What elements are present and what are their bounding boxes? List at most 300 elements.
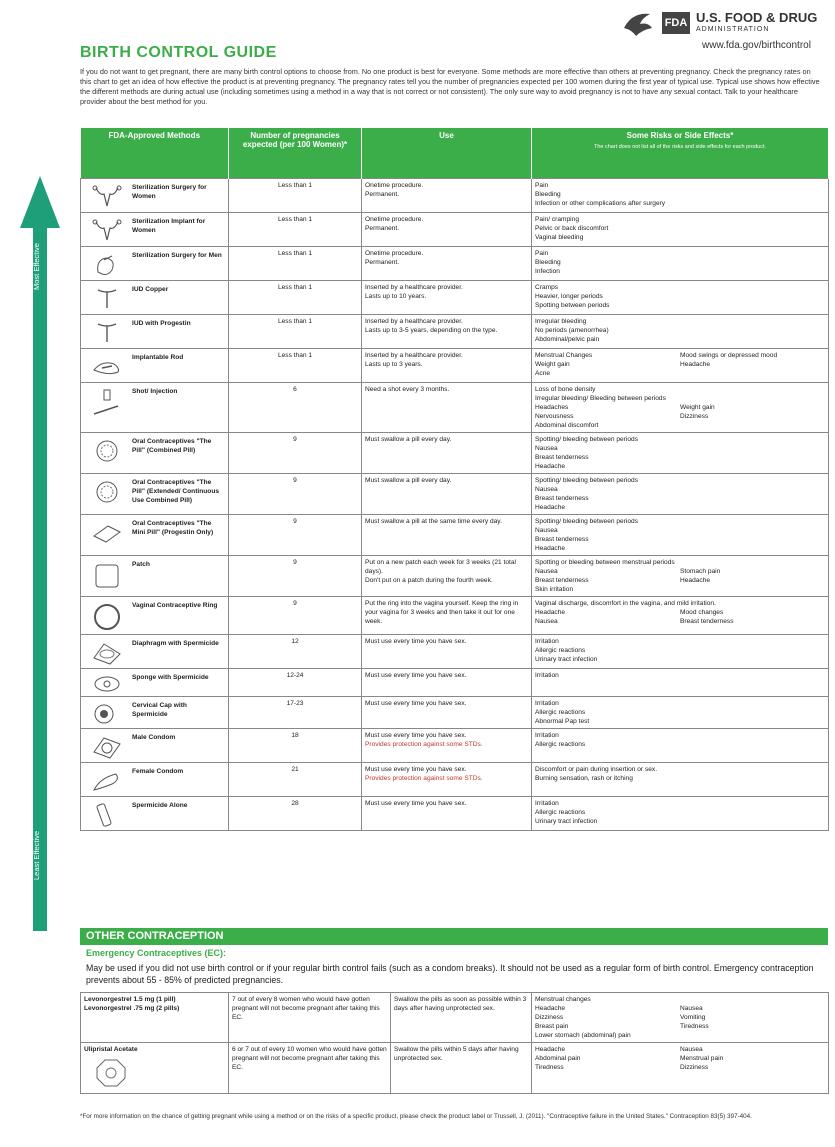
risk-item: Loss of bone density [535,385,596,393]
risks-cell [532,382,829,432]
use-line: Inserted by a healthcare provider. [365,283,463,291]
risk-item: Pelvic or back discomfort [535,224,609,232]
risks-cell [532,634,829,668]
risk-item: Breast tenderness [535,453,589,461]
risk-item: Headaches [535,403,569,411]
risk-item: Spotting between periods [535,301,610,309]
risk-pair [535,351,825,360]
risk-item: No periods (amenorrhea) [535,326,609,334]
risk-item: Breast tenderness [535,576,589,584]
syringe-icon [84,385,130,418]
risk-item: Breast tenderness [535,494,589,502]
method-name: Sponge with Spermicide [132,673,209,681]
pregnancy-rate: 6 [229,382,362,432]
risks-cell [532,514,829,555]
ec-use: Swallow the pills as soon as possible within 3 days after having unprotected sex. [391,993,532,1043]
use-cell [362,314,532,348]
risk-item: Spotting or bleeding between menstrual periods [535,558,675,566]
method-name: Shot/ Injection [132,387,178,395]
method-name: Spermicide Alone [132,801,188,809]
use-cell [362,348,532,382]
method-cell [81,473,229,514]
pill-box-icon [84,517,130,546]
sti-protection-note: Provides protection against some STDs. [365,774,483,782]
use-line: Must use every time you have sex. [365,765,467,773]
use-line: Inserted by a healthcare provider. [365,351,463,359]
pregnancy-rate: 9 [229,596,362,634]
intro-text: If you do not want to get pregnant, there are many birth control options to choose from. No one product is best for everyone. Some methods are more effective than others at preventing pregnancy. Check the pregnancy rates on this chart to get an idea of how effective the product is at preventing pregnancy. The pregnancy rates tell you the number of pregnancies expected per 100 women during the first year of typical use. Typical use shows how effective the different methods are during actual use (including sometimes using a method in a way that is not correct or not consistent). The only sure way to avoid pregnancy is not to have any sexual contact. Talk to your healthcare provider about the best method for you. [80,67,820,106]
use-cell [362,212,532,246]
iud-icon [84,283,130,312]
risk-item: Mood swings or depressed mood [680,351,778,359]
pregnancy-rate: Less than 1 [229,178,362,212]
method-wrap [84,385,225,418]
risk-item: Tiredness [535,1064,564,1071]
risk-item: Heavier, longer periods [535,292,603,300]
method-cell [81,348,229,382]
risk-item: Nervousness [535,412,574,420]
use-line: Permanent. [365,224,400,232]
risk-item: Burning sensation, rash or itching [535,774,633,782]
uterus-icon [84,215,130,244]
method-name: Oral Contraceptives "The Pill" (Combined Pill) [132,437,212,454]
ec-method-cell [81,1043,229,1094]
risk-pair [535,567,825,576]
risk-item: Menstrual changes [535,996,591,1003]
use-line: Must use every time you have sex. [365,699,467,707]
least-effective-label: Least Effective [32,830,41,880]
agency-name: U.S. FOOD & DRUG [696,10,818,25]
patch-icon [84,558,130,591]
risks-cell [532,348,829,382]
risk-item: Nausea [535,617,558,625]
use-cell [362,796,532,830]
risk-item: Irritation [535,671,559,679]
risk-item: Headache [535,1005,566,1012]
pregnancy-rate: Less than 1 [229,212,362,246]
use-line: Must swallow a pill at the same time every day. [365,517,502,525]
method-cell [81,728,229,762]
ec-risks-cell [532,1043,829,1094]
header-pregnancies: Number of pregnancies expected (per 100 Women)* [229,128,362,178]
risk-item: Mood changes [680,608,724,616]
male-anatomy-icon [84,249,130,278]
pregnancy-rate: 12 [229,634,362,668]
method-wrap [84,671,225,694]
risk-item: Skin irritation [535,585,574,593]
hhs-eagle-icon [620,8,656,40]
risk-item: Weight gain [535,360,570,368]
table-row [81,314,829,348]
risks-cell [532,596,829,634]
risk-item: Allergic reactions [535,740,586,748]
pregnancy-rate: Less than 1 [229,314,362,348]
method-wrap [84,215,225,244]
most-effective-label: Most Effective [32,243,41,290]
table-row [81,246,829,280]
use-cell [362,178,532,212]
risks-cell [532,728,829,762]
risk-item: Irritation [535,637,559,645]
risk-pair [535,576,825,585]
risk-item: Urinary tract infection [535,817,598,825]
table-row [81,178,829,212]
risk-item: Discomfort or pain during insertion or sex. [535,765,658,773]
female-condom-icon [84,765,130,794]
methods-table [80,128,829,831]
method-wrap [84,181,225,210]
use-line: Permanent. [365,190,400,198]
method-name: Patch [132,560,150,568]
risk-item: Headache [535,503,566,511]
method-wrap [84,435,225,464]
method-wrap [84,317,225,346]
method-wrap [84,476,225,507]
risks-cell [532,314,829,348]
table-row [81,993,829,1043]
risk-pair [535,1063,825,1072]
risk-item: Dizziness [680,1064,709,1071]
pregnancy-rate: 12-24 [229,668,362,696]
use-line: Must use every time you have sex. [365,637,467,645]
method-name: Diaphragm with Spermicide [132,639,219,647]
use-cell [362,246,532,280]
table-row [81,432,829,473]
pill-pack-icon [84,476,130,505]
condom-icon [84,731,130,760]
use-line: Onetime procedure. [365,249,424,257]
use-cell [362,514,532,555]
risk-pair [535,617,825,626]
risk-pair [535,585,825,594]
sponge-icon [84,671,130,694]
table-row [81,596,829,634]
risks-cell [532,555,829,596]
use-cell [362,634,532,668]
risk-item: Pain/ cramping [535,215,579,223]
use-line: Must swallow a pill every day. [365,435,452,443]
iud-icon [84,317,130,346]
table-row [81,514,829,555]
table-row [81,280,829,314]
risk-item: Nausea [535,485,558,493]
method-cell [81,432,229,473]
risk-item: Headache [535,462,566,470]
risk-item: Headache [680,576,711,584]
method-wrap [84,637,225,666]
header-use: Use [362,128,532,178]
table-row [81,728,829,762]
risks-cell [532,796,829,830]
method-name: Oral Contraceptives "The Mini Pill" (Progestin Only) [132,519,214,536]
risk-item: Breast tenderness [535,535,589,543]
risks-cell [532,432,829,473]
risks-cell [532,212,829,246]
risks-cell [532,668,829,696]
risk-item: Cramps [535,283,559,291]
use-cell [362,473,532,514]
use-cell [362,762,532,796]
risk-pair [535,369,825,378]
method-wrap [84,283,225,312]
risk-item: Irritation [535,731,559,739]
ec-risks-cell [532,993,829,1043]
risk-item: Abnormal Pap test [535,717,590,725]
risk-item: Breast pain [535,1023,569,1030]
method-cell [81,696,229,728]
use-line: Inserted by a healthcare provider. [365,317,463,325]
table-row [81,473,829,514]
pregnancy-rate: Less than 1 [229,348,362,382]
use-cell [362,668,532,696]
risk-item: Abdominal/pelvic pain [535,335,600,343]
risk-item: Menstrual Changes [535,351,593,359]
risk-item: Bleeding [535,190,561,198]
risk-item: Allergic reactions [535,708,586,716]
risk-item: Headache [680,360,711,368]
risk-item: Nausea [680,1005,703,1012]
pregnancy-rate: 17-23 [229,696,362,728]
ec-method-name: Levonorgestrel .75 mg (2 pills) [84,1005,180,1012]
risk-item: Dizziness [535,1014,564,1021]
use-line: Need a shot every 3 months. [365,385,450,393]
method-name: Sterilization Implant for Women [132,217,206,234]
rod-icon [84,351,130,380]
use-line: Onetime procedure. [365,181,424,189]
method-cell [81,246,229,280]
pregnancy-rate: Less than 1 [229,246,362,280]
method-cell [81,668,229,696]
method-wrap [84,599,225,632]
risk-item: Weight gain [680,403,715,411]
risk-item [680,421,825,430]
ec-rate: 6 or 7 out of every 10 women who would have gotten pregnant will not become pregnant after taking this EC. [229,1043,391,1094]
method-cell [81,762,229,796]
method-name: IUD Copper [132,285,169,293]
table-row [81,555,829,596]
risk-item: Vomiting [680,1014,706,1021]
ec-method-cell [81,993,229,1043]
use-cell [362,280,532,314]
method-wrap [84,351,225,380]
risk-pair [535,1013,825,1022]
use-line: Onetime procedure. [365,215,424,223]
method-wrap [84,765,225,794]
use-line: Lasts up to 10 years. [365,292,427,300]
diaphragm-icon [84,637,130,666]
use-cell [362,728,532,762]
pregnancy-rate: 9 [229,555,362,596]
use-cell [362,596,532,634]
table-row [81,1043,829,1094]
method-cell [81,514,229,555]
risk-item: Allergic reactions [535,646,586,654]
method-name: IUD with Progestin [132,319,191,327]
pregnancy-rate: 18 [229,728,362,762]
page-title: BIRTH CONTROL GUIDE [80,44,277,61]
header-risks [532,128,829,178]
risk-item: Irritation [535,799,559,807]
pregnancy-rate: 9 [229,514,362,555]
risk-item: Headache [535,608,566,616]
use-line: Don't put on a patch during the fourth week. [365,576,493,584]
method-cell [81,555,229,596]
risks-cell [532,246,829,280]
risk-item: Irritation [535,699,559,707]
table-row [81,796,829,830]
risk-item: Nausea [535,444,558,452]
risk-item: Stomach pain [680,567,721,575]
method-wrap [84,699,225,726]
sti-protection-note: Provides protection against some STDs. [365,740,483,748]
pregnancy-rate: Less than 1 [229,280,362,314]
risk-item: Nausea [535,567,558,575]
risks-cell [532,473,829,514]
risk-item: Headache [535,544,566,552]
table-row [81,696,829,728]
risk-item: Vaginal bleeding [535,233,584,241]
method-name: Female Condom [132,767,184,775]
use-cell [362,555,532,596]
use-line: Put on a new patch each week for 3 weeks (21 total days). [365,558,517,575]
use-line: Must use every time you have sex. [365,731,467,739]
method-cell [81,634,229,668]
risk-item: Spotting/ bleeding between periods [535,476,639,484]
use-cell [362,382,532,432]
method-cell [81,314,229,348]
header-risks-note: The chart does not list all of the risks and side effects for each product. [593,144,767,150]
ec-rate: 7 out of every 8 women who would have gotten pregnant will not become pregnant after taking this EC. [229,993,391,1043]
agency-sub: ADMINISTRATION [696,26,770,33]
table-row [81,212,829,246]
risk-item: Infection [535,267,560,275]
ec-description: May be used if you did not use birth control or if your regular birth control fails (such as a condom breaks). It should not be used as a regular form of birth control. Emergency contraception prevents about 55 - 85% of predicted pregnancies. [86,963,814,985]
risk-item: Infection or other complications after surgery [535,199,666,207]
risk-item: Spotting/ bleeding between periods [535,435,639,443]
method-name: Vaginal Contraceptive Ring [132,601,218,609]
method-name: Oral Contraceptives "The Pill" (Extended/ Continuous Use Combined Pill) [132,478,220,504]
risk-item: Allergic reactions [535,808,586,816]
pregnancy-rate: 9 [229,473,362,514]
method-cell [81,212,229,246]
risk-pair [535,360,825,369]
risk-item: Pain [535,249,549,257]
ec-use: Swallow the pills within 5 days after having unprotected sex. [391,1043,532,1094]
risk-pair [535,1004,825,1013]
risk-pair [535,1054,825,1063]
risk-item: Irregular bleeding [535,317,587,325]
ec-table [80,992,829,1094]
risk-item: Nausea [535,526,558,534]
risk-item: Dizziness [680,412,709,420]
risk-item: Bleeding [535,258,561,266]
risk-pair [535,1045,825,1054]
method-cell [81,178,229,212]
risk-item: Breast tenderness [680,617,734,625]
ring-icon [84,599,130,632]
risk-pair [535,412,825,421]
use-line: Must swallow a pill every day. [365,476,452,484]
header-risks-title: Some Risks or Side Effects* [626,131,734,140]
pregnancy-rate: 21 [229,762,362,796]
method-wrap [84,731,225,760]
uterus-icon [84,181,130,210]
table-row [81,348,829,382]
header-methods: FDA-Approved Methods [81,128,229,178]
risk-item [680,369,825,378]
risk-item: Menstrual pain [680,1055,724,1062]
risk-item: Nausea [680,1046,703,1053]
use-cell [362,432,532,473]
method-wrap [84,799,225,828]
risk-item: Tiredness [680,1023,709,1030]
risk-item: Vaginal discharge, discomfort in the vagina, and mild irritation. [535,599,716,607]
pregnancy-rate: 9 [229,432,362,473]
risks-cell [532,696,829,728]
method-cell [81,382,229,432]
risk-item: Spotting/ bleeding between periods [535,517,639,525]
table-row [81,762,829,796]
footnote: *For more information on the chance of getting pregnant while using a method or on the risks of a specific product, please check the product label or Trussell, J. (2011). "Contraceptive failure in the United States." Contraception 83(5) 397-404. [80,1113,752,1120]
pregnancy-rate: 28 [229,796,362,830]
fda-url[interactable]: www.fda.gov/birthcontrol [702,40,811,51]
method-cell [81,596,229,634]
method-name: Male Condom [132,733,176,741]
other-contraception-bar: OTHER CONTRACEPTION [80,928,828,945]
octagon-pill-icon [94,1058,225,1091]
risk-item: Abdominal pain [535,1055,581,1062]
use-line: Lasts up to 3 years. [365,360,423,368]
risk-item: Headache [535,1046,566,1053]
risk-item [680,585,825,594]
risk-pair [535,421,825,430]
method-wrap [84,517,225,546]
risk-item: Irregular bleeding/ Bleeding between periods [535,394,666,402]
method-name: Cervical Cap with Spermicide [132,701,187,718]
method-name: Sterilization Surgery for Women [132,183,207,200]
risk-item: Abdominal discomfort [535,421,599,429]
use-line: Lasts up to 3-5 years, depending on the type. [365,326,498,334]
method-name: Implantable Rod [132,353,184,361]
risk-pair [535,1022,825,1031]
table-row [81,668,829,696]
table-row [81,382,829,432]
method-wrap [84,558,225,591]
use-line: Must use every time you have sex. [365,799,467,807]
risk-item: Lower stomach (abdominal) pain [535,1032,631,1039]
risks-cell [532,178,829,212]
risk-item: Acne [535,369,551,377]
spermicide-icon [84,799,130,828]
method-cell [81,796,229,830]
risk-item: Urinary tract infection [535,655,598,663]
cap-icon [84,699,130,726]
pill-pack-icon [84,435,130,464]
risk-item: Pain [535,181,549,189]
ec-method-name: Levonorgestrel 1.5 mg (1 pill) [84,996,176,1003]
use-cell [362,696,532,728]
table-row [81,634,829,668]
ec-method-name: Ulipristal Acetate [84,1046,138,1053]
risks-cell [532,280,829,314]
risk-pair [535,403,825,412]
fda-logo [620,6,820,44]
risks-cell [532,762,829,796]
use-line: Must use every time you have sex. [365,671,467,679]
method-name: Sterilization Surgery for Men [132,251,222,259]
risk-pair [535,608,825,617]
method-wrap [84,249,225,278]
